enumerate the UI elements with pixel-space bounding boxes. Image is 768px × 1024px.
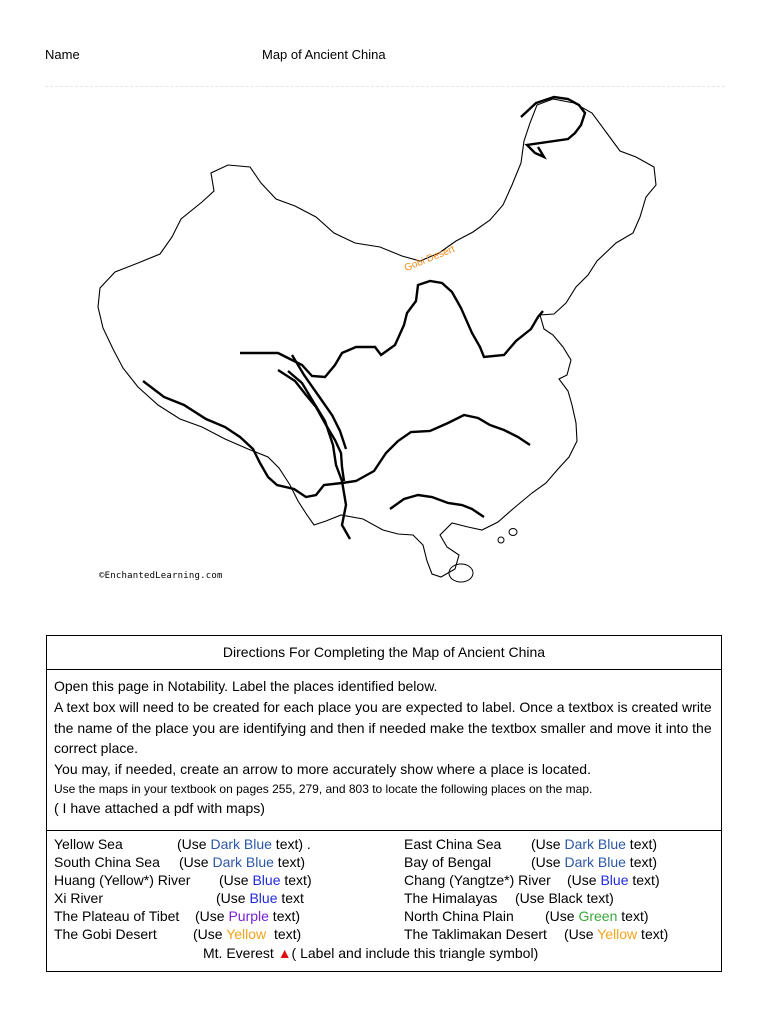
instruction-suffix: text) — [280, 872, 312, 888]
xi-river — [390, 495, 484, 517]
hainan-island — [449, 564, 473, 582]
directions-body — [47, 670, 721, 831]
instruction-suffix: text) — [268, 908, 301, 924]
color-instruction — [531, 835, 657, 853]
place-name: The Plateau of Tibet — [54, 908, 180, 924]
list-item — [54, 871, 312, 889]
color-instruction — [216, 889, 304, 907]
instruction-prefix: (Use — [531, 854, 565, 870]
list-item — [404, 871, 660, 889]
color-instruction — [531, 853, 657, 871]
list-item — [54, 889, 304, 907]
color-word: Dark Blue — [564, 854, 626, 870]
list-item — [404, 889, 614, 907]
place-name: Yellow Sea — [54, 836, 123, 852]
color-word: Dark Blue — [212, 854, 274, 870]
instruction-prefix: (Use — [216, 890, 250, 906]
place-name: South China Sea — [54, 854, 160, 870]
directions-paragraph: A text box will need to be created for each place you are expected to label. Once a textbox is created write the name of the place you are identifying and then if needed make the textbox smaller and move it into the correct place. — [54, 698, 712, 757]
instruction-suffix: text) . — [271, 836, 311, 852]
color-instruction — [567, 871, 660, 889]
list-item — [54, 835, 311, 853]
color-word: Green — [578, 908, 618, 924]
color-instruction — [177, 835, 311, 853]
plateau-east-edge — [292, 355, 346, 449]
color-word: Blue — [600, 872, 629, 888]
instruction-prefix: (Use — [179, 854, 213, 870]
color-instruction — [193, 925, 301, 943]
place-name: The Himalayas — [404, 890, 498, 906]
attached-note: ( I have attached a pdf with maps) — [54, 799, 265, 816]
instruction-prefix: (Use — [564, 926, 598, 942]
instruction-prefix: (Use Black text) — [515, 890, 614, 906]
instruction-prefix: (Use — [177, 836, 211, 852]
list-item — [404, 835, 658, 853]
textbook-pages-note: Use the maps in your textbook on pages 255, 279, and 803 to locate the following places on the map. — [54, 781, 593, 796]
gobi-desert-label: Gobi Desert — [402, 243, 457, 274]
color-instruction — [564, 925, 668, 943]
color-word: Blue — [252, 872, 281, 888]
directions-paragraph: You may, if needed, create an arrow to more accurately show where a place is located. — [54, 761, 591, 778]
place-name: The Gobi Desert — [54, 926, 157, 942]
list-item — [404, 925, 669, 943]
copyright-text: ©EnchantedLearning.com — [99, 571, 223, 581]
color-word: Dark Blue — [210, 836, 272, 852]
color-word: Blue — [249, 890, 278, 906]
directions-box — [46, 635, 722, 972]
directions-title: Directions For Completing the Map of Ancient China — [47, 636, 721, 670]
island — [498, 537, 504, 543]
instruction-prefix: (Use — [219, 872, 253, 888]
places-list — [47, 831, 721, 972]
color-instruction — [179, 853, 305, 871]
instruction-suffix: text) — [628, 872, 660, 888]
island — [509, 529, 517, 536]
color-instruction — [515, 889, 614, 907]
place-name: Huang (Yellow*) River — [54, 872, 191, 888]
instruction-suffix: text) — [625, 854, 658, 870]
instruction-prefix: (Use — [531, 836, 565, 852]
color-instruction — [219, 871, 312, 889]
tibet-plateau-boundary — [240, 281, 543, 377]
place-name: Xi River — [54, 890, 104, 906]
instruction-suffix: text) — [617, 908, 649, 924]
everest-instruction: ( Label and include this triangle symbol) — [291, 945, 539, 961]
everest-label: Mt. Everest — [203, 945, 278, 961]
color-word: Yellow — [226, 926, 267, 942]
triangle-icon: ▲ — [277, 945, 292, 961]
instruction-suffix: text) — [637, 926, 669, 942]
list-item — [54, 925, 302, 943]
directions-paragraph: Open this page in Notability. Label the places identified below. — [54, 678, 438, 694]
place-name: East China Sea — [404, 836, 502, 852]
place-name: Bay of Bengal — [404, 854, 492, 870]
list-item — [54, 907, 301, 925]
instruction-prefix: (Use — [545, 908, 579, 924]
chang-river — [143, 381, 530, 497]
page-title: Map of Ancient China — [262, 47, 386, 62]
china-border — [98, 99, 656, 577]
instruction-suffix: text) — [266, 926, 302, 942]
place-name: Chang (Yangtze*) River — [404, 872, 551, 888]
name-label: Name — [45, 47, 80, 62]
color-word: Yellow — [597, 926, 638, 942]
china-outline-map — [80, 85, 700, 595]
place-name: The Taklimakan Desert — [404, 926, 547, 942]
color-word: Dark Blue — [564, 836, 626, 852]
list-item — [54, 853, 306, 871]
list-item — [404, 853, 658, 871]
instruction-suffix: text) — [273, 854, 306, 870]
list-item — [404, 907, 649, 925]
color-instruction — [195, 907, 300, 925]
instruction-prefix: (Use — [193, 926, 227, 942]
place-name: North China Plain — [404, 908, 514, 924]
everest-row — [203, 944, 538, 962]
instruction-suffix: text — [277, 890, 304, 906]
color-instruction — [545, 907, 649, 925]
instruction-suffix: text) — [625, 836, 658, 852]
color-word: Purple — [228, 908, 269, 924]
instruction-prefix: (Use — [567, 872, 601, 888]
instruction-prefix: (Use — [195, 908, 229, 924]
northeast-region-line — [521, 97, 585, 157]
